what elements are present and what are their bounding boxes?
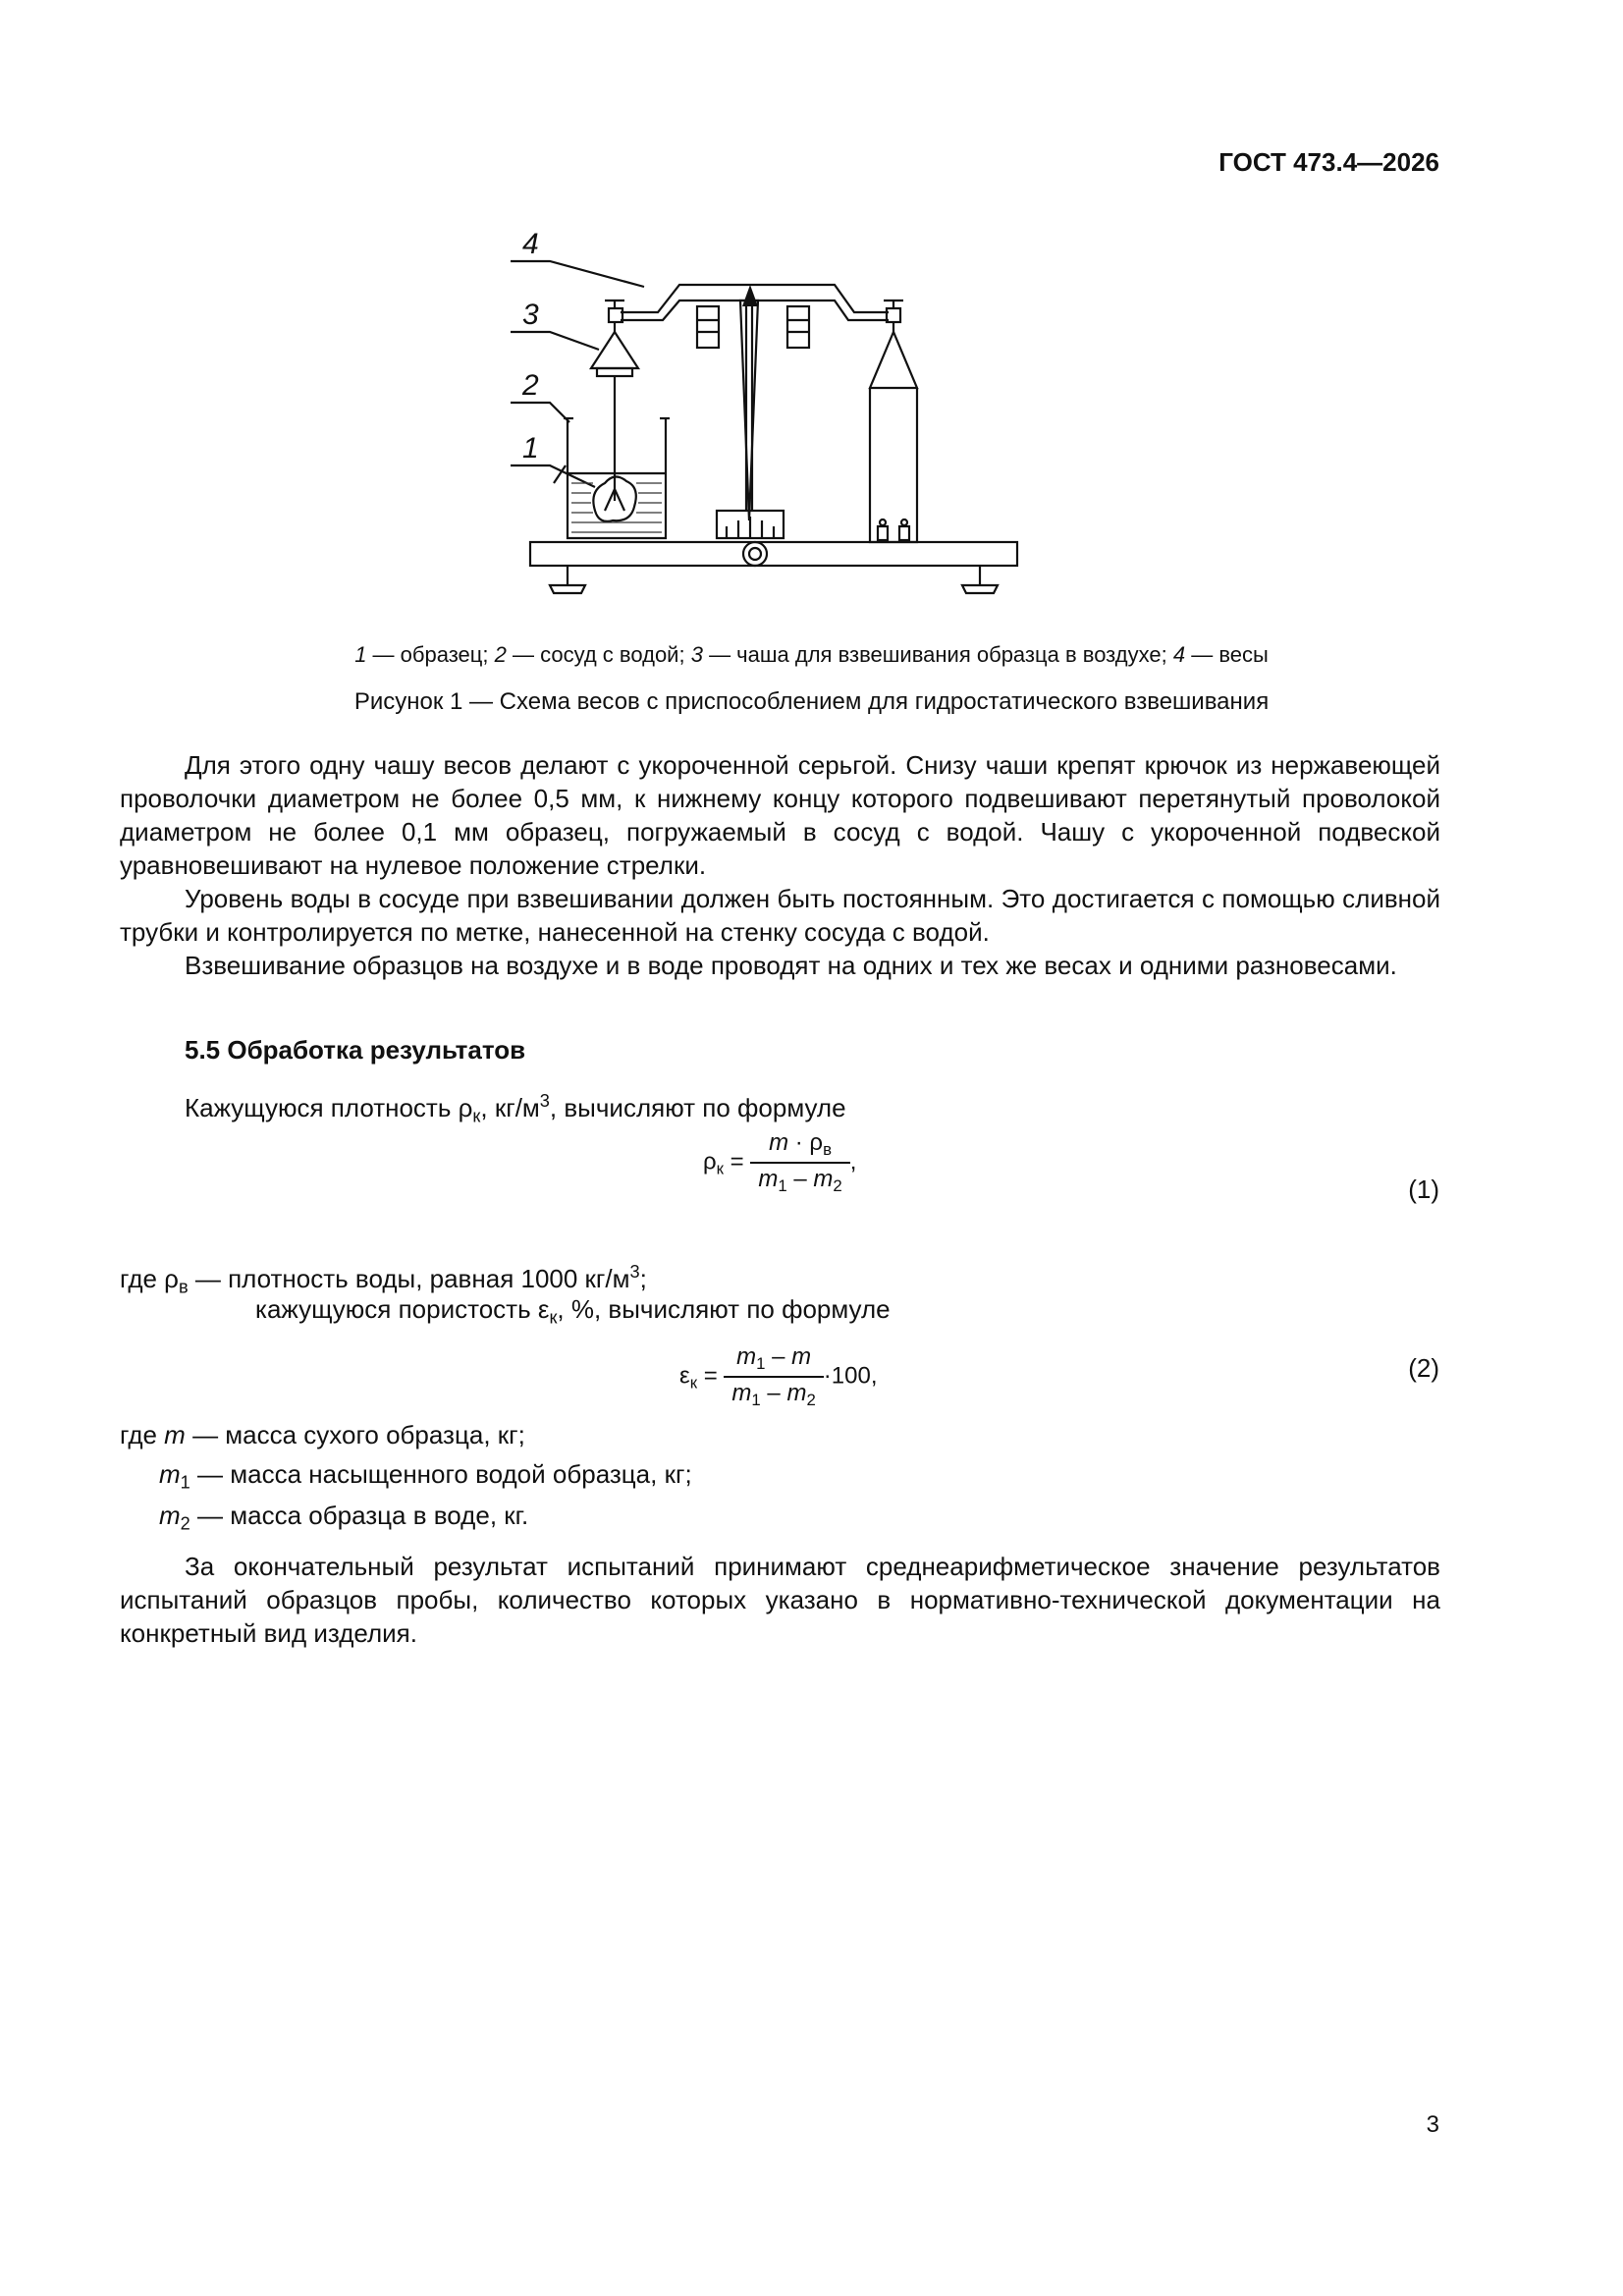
density-formula: $\rho_к$ = $\frac{m \cdot \rho_в}{m_1 - m_2}$ ,: [703, 1129, 857, 1196]
balance-base: [530, 542, 1017, 566]
where-m2: $m_2$ — масса образца в воде, кг.: [159, 1501, 529, 1534]
porosity-intro: кажущуюся пористость $\varepsilon_к$, %, вычисляют по формуле: [255, 1294, 891, 1328]
where-m1: $m_1$ — масса насыщенного водой образца, кг;: [159, 1459, 692, 1493]
where-m: где m — масса сухого образца, кг;: [120, 1420, 525, 1449]
section-heading: 5.5 Обработка результатов: [185, 1035, 526, 1065]
page-number: 3: [1426, 2111, 1439, 2138]
figure-label-4: 4: [522, 228, 539, 260]
paragraph-1: Для этого одну чашу весов делают с укороченной серьгой. Снизу чаши крепят крючок из нержавеющей проволочки диаметром не более 0,5 мм, к нижнему концу которого подвешивают перетянутый проволокой диаметром не более 0,1 мм образец, погружаемый в сосуд с водой. Чашу с укороченной подвеской уравновешивают на нулевое положение стрелки.: [120, 750, 1440, 880]
paragraph-3: Взвешивание образцов на воздухе и в воде проводят на одних и тех же весах и одними разновесами.: [185, 951, 1397, 980]
balance-diagram: [511, 226, 1041, 609]
where-water-density: где $\rho_в$ — плотность воды, равная 1000 $кг/м^3$;: [120, 1262, 647, 1297]
equation-number-2: (2): [1408, 1353, 1439, 1383]
figure-caption: Рисунок 1 — Схема весов с приспособлением для гидростатического взвешивания: [353, 688, 1270, 715]
equation-number-1: (1): [1408, 1175, 1439, 1204]
document-code: ГОСТ 473.4—2026: [1218, 147, 1439, 177]
porosity-formula: $\varepsilon_к$ = $\frac{m_1 - m}{m_1 - m_2}$ ·100,: [679, 1343, 878, 1410]
density-intro: Кажущуюся плотность $\rho_к$, $кг/м^3$, вычисляют по формуле: [185, 1091, 846, 1126]
paragraph-2: Уровень воды в сосуде при взвешивании должен быть постоянным. Это достигается с помощью сливной трубки и контролируется по метке, нанесенной на стенку сосуда с водой.: [120, 884, 1440, 947]
figure-legend: 1 — образец; 2 — сосуд с водой; 3 — чаша для взвешивания образца в воздухе; 4 — весы: [354, 642, 1269, 667]
figure-label-3: 3: [522, 299, 539, 331]
figure-label-2: 2: [522, 369, 539, 402]
figure-label-1: 1: [522, 432, 539, 465]
final-paragraph: За окончательный результат испытаний принимают среднеарифметическое значение результатов испытаний образцов пробы, количество которых указано в нормативно-технической документации на конкретный вид изделия.: [120, 1552, 1440, 1648]
